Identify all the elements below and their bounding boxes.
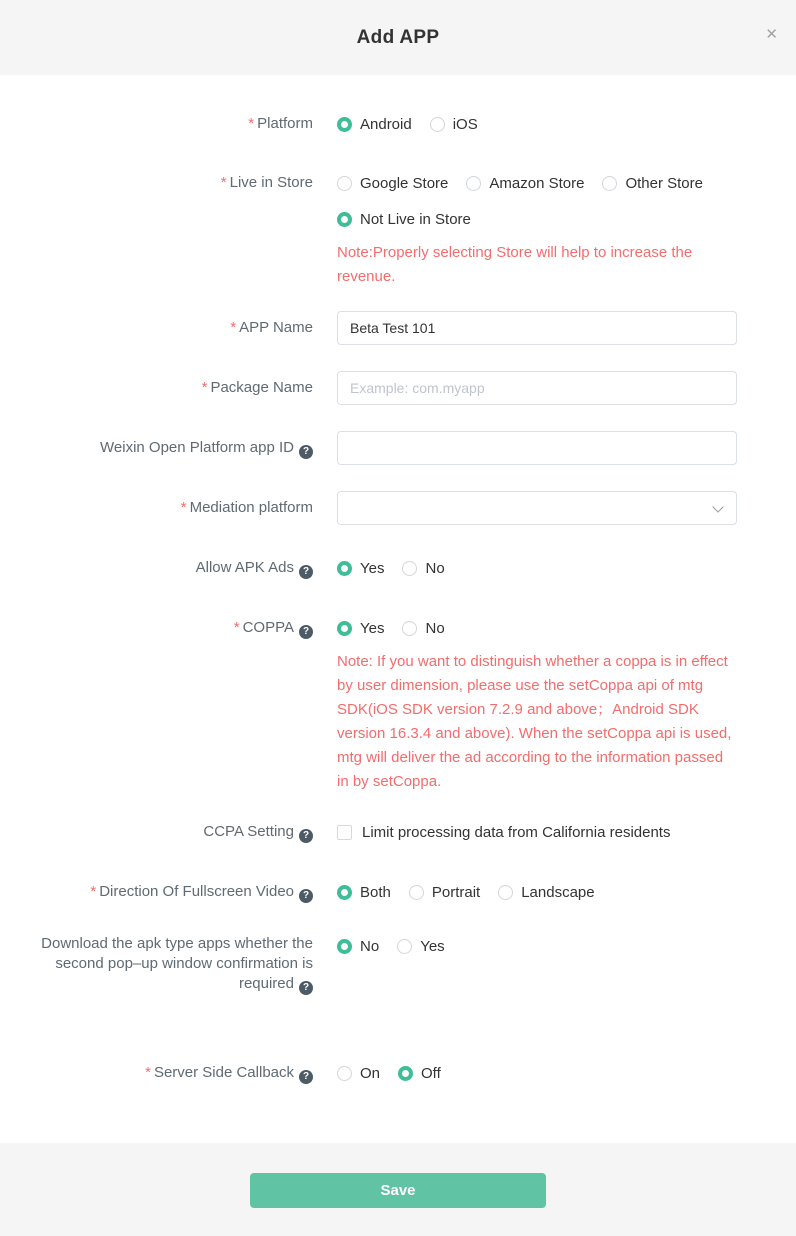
radio-label: Portrait (431, 883, 481, 901)
server-callback-radio-group (337, 1061, 737, 1085)
radio-google-store[interactable] (337, 175, 448, 192)
radio-not-live-in-store[interactable] (337, 211, 471, 228)
dialog-title: Add APP (356, 26, 440, 48)
row-allow-apk-ads (0, 556, 796, 580)
allow-apk-ads-label: Allow APK Ads ? (0, 556, 313, 580)
radio-label: No (360, 937, 380, 955)
radio-dot (498, 885, 513, 900)
radio-direction-landscape[interactable] (498, 884, 594, 901)
radio-android[interactable] (337, 116, 412, 133)
dialog-header (0, 0, 796, 75)
coppa-note: Note: If you want to distinguish whether a coppa is in effect by user dimension, please use the setCoppa api of mtg SDK(iOS SDK version 7.2.9 and above；Android SDK version 16.3.4 and above). When the setCoppa api is used, mtg will deliver the ad according to the information passed in by setCoppa. (337, 653, 732, 790)
row-package-name (0, 371, 796, 405)
ccpa-setting-label: CCPA Setting ? (0, 820, 313, 844)
radio-label: Landscape (521, 883, 595, 901)
help-icon[interactable]: ? (299, 1070, 313, 1084)
radio-amazon-store[interactable] (466, 175, 584, 192)
radio-label: Yes (420, 937, 445, 955)
live-in-store-controls (337, 171, 737, 289)
row-live-in-store (0, 171, 796, 289)
radio-dot (337, 621, 352, 636)
required-marker: * (180, 499, 187, 516)
row-server-side-callback (0, 1061, 796, 1085)
radio-callback-on[interactable] (337, 1065, 380, 1082)
apk-download-confirmation-label: Download the apk type apps whether the second pop–up window confirmation is required ? (41, 935, 313, 993)
radio-label: Not Live in Store (360, 210, 471, 228)
radio-ios[interactable] (430, 116, 478, 133)
required-marker: * (230, 319, 237, 336)
form-body (0, 75, 796, 1143)
platform-label: * Platform (248, 115, 313, 132)
apk-confirm-radio-group (337, 934, 737, 958)
mediation-platform-select[interactable] (337, 491, 737, 525)
app-name-label: * APP Name (230, 319, 313, 336)
radio-coppa-no[interactable] (402, 620, 444, 637)
radio-apk-ads-no[interactable] (402, 560, 444, 577)
radio-callback-off[interactable] (398, 1065, 441, 1082)
radio-dot (398, 1066, 413, 1081)
radio-label: Yes (360, 559, 385, 577)
radio-dot (337, 212, 352, 227)
radio-dot (397, 939, 412, 954)
required-marker: * (220, 174, 227, 191)
save-button[interactable]: Save (250, 1173, 546, 1208)
radio-dot (402, 561, 417, 576)
radio-dot (602, 176, 617, 191)
radio-coppa-yes[interactable] (337, 620, 384, 637)
package-name-label: * Package Name (201, 379, 313, 396)
radio-dot (337, 885, 352, 900)
radio-label: Yes (360, 619, 385, 637)
direction-radio-group (337, 880, 737, 904)
row-weixin-app-id (0, 431, 796, 465)
allow-apk-ads-radio-group (337, 556, 737, 580)
coppa-radio-group (337, 616, 737, 640)
row-mediation-platform (0, 491, 796, 525)
required-marker: * (248, 115, 255, 132)
required-marker: * (145, 1064, 151, 1081)
radio-label: Off (421, 1064, 441, 1082)
weixin-app-id-label: Weixin Open Platform app ID ? (0, 436, 313, 460)
store-radio-row-1 (337, 171, 737, 195)
radio-label: No (425, 619, 445, 637)
radio-label: On (360, 1064, 381, 1082)
store-radio-row-2 (337, 207, 737, 231)
dialog-footer (0, 1143, 796, 1236)
radio-label: iOS (452, 115, 478, 133)
ccpa-checkbox-row (337, 820, 737, 844)
weixin-app-id-input[interactable] (337, 431, 737, 465)
package-name-input[interactable] (337, 371, 737, 405)
app-name-input[interactable] (337, 311, 737, 345)
radio-dot (337, 117, 352, 132)
required-marker: * (233, 619, 240, 636)
row-apk-download-confirmation (0, 934, 796, 995)
radio-direction-both[interactable] (337, 884, 391, 901)
radio-label: Amazon Store (489, 174, 585, 192)
help-icon[interactable]: ? (299, 565, 313, 579)
required-marker: * (90, 883, 97, 900)
row-coppa (0, 616, 796, 794)
live-in-store-label: * Live in Store (220, 174, 313, 191)
help-icon[interactable]: ? (299, 981, 313, 995)
radio-apk-confirm-no[interactable] (337, 938, 379, 955)
store-note: Note:Properly selecting Store will help to increase the revenue. (337, 244, 693, 285)
radio-apk-confirm-yes[interactable] (397, 938, 444, 955)
radio-label: Other Store (625, 174, 703, 192)
help-icon[interactable]: ? (299, 889, 313, 903)
chevron-down-icon (712, 501, 723, 512)
radio-label: No (425, 559, 445, 577)
server-side-callback-label: * Server Side Callback ? (0, 1061, 313, 1085)
radio-other-store[interactable] (602, 175, 703, 192)
platform-radio-group (337, 112, 737, 136)
radio-apk-ads-yes[interactable] (337, 560, 384, 577)
help-icon[interactable]: ? (299, 445, 313, 459)
radio-label: Google Store (360, 174, 449, 192)
close-icon[interactable]: ✕ (765, 26, 778, 43)
required-marker: * (201, 379, 208, 396)
ccpa-checkbox-label: Limit processing data from California residents (362, 823, 671, 841)
help-icon[interactable]: ? (299, 829, 313, 843)
help-icon[interactable]: ? (299, 625, 313, 639)
direction-label: * Direction Of Fullscreen Video ? (0, 880, 313, 904)
radio-dot (337, 939, 352, 954)
radio-dot (402, 621, 417, 636)
mediation-platform-label: * Mediation platform (180, 499, 313, 516)
radio-dot (409, 885, 424, 900)
radio-dot (337, 176, 352, 191)
radio-label: Both (360, 883, 391, 901)
ccpa-checkbox[interactable] (337, 825, 352, 840)
coppa-label: * COPPA ? (0, 616, 313, 640)
radio-dot (466, 176, 481, 191)
row-app-name (0, 311, 796, 345)
row-ccpa-setting (0, 820, 796, 844)
radio-direction-portrait[interactable] (409, 884, 480, 901)
radio-dot (430, 117, 445, 132)
radio-label: Android (360, 115, 412, 133)
row-platform (0, 112, 796, 136)
radio-dot (337, 1066, 352, 1081)
row-direction-of-fullscreen-video (0, 880, 796, 904)
radio-dot (337, 561, 352, 576)
